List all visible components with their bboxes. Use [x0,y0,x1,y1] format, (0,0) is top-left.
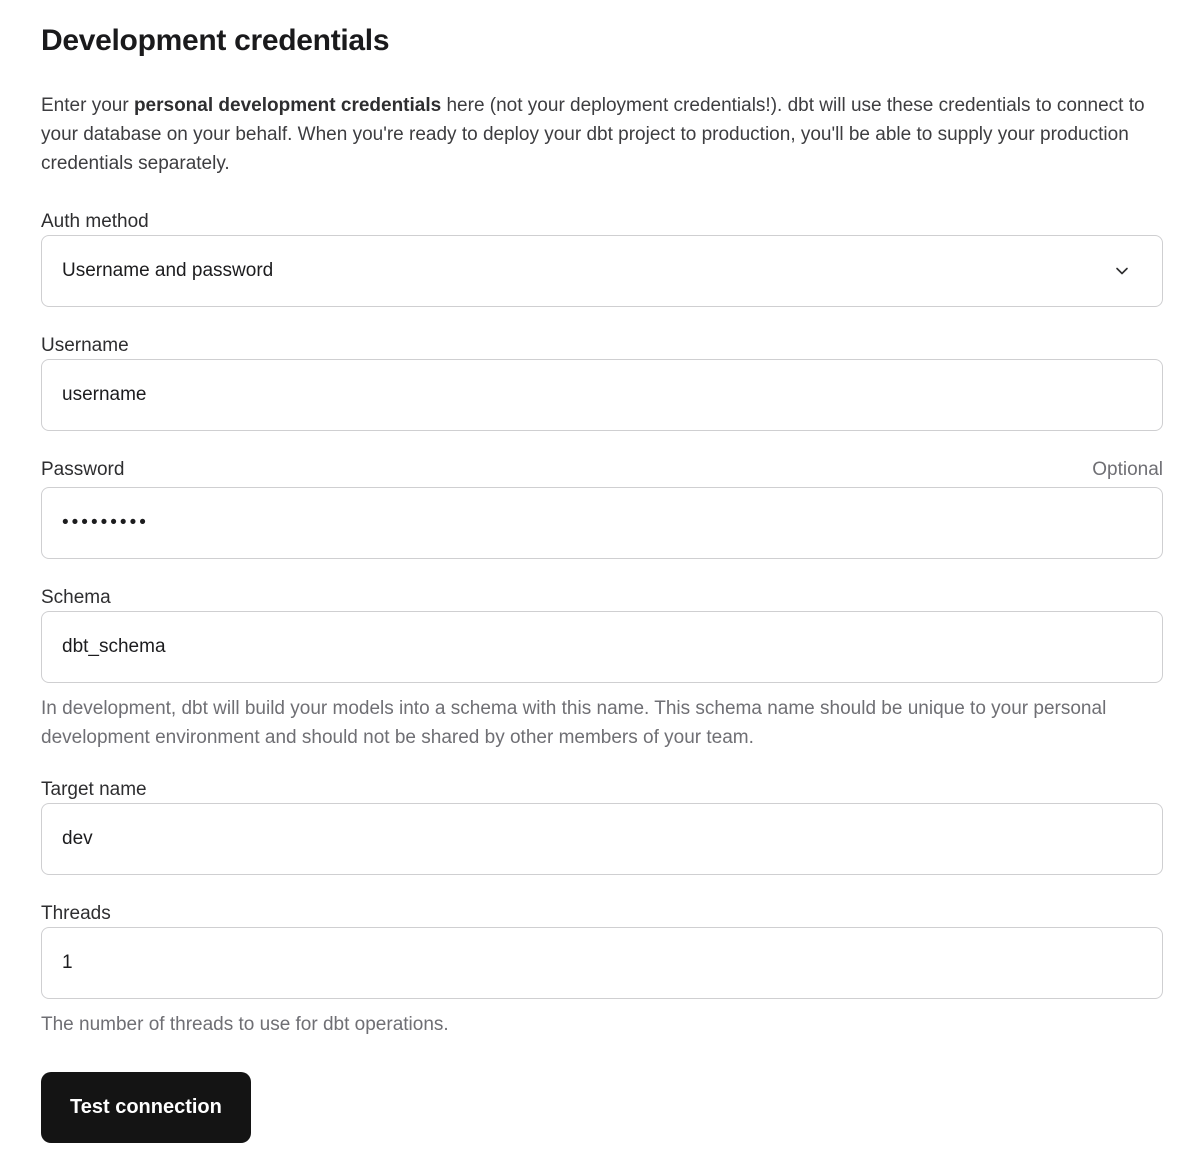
target-name-field [41,776,1163,875]
password-label-row [41,456,1163,483]
auth-method-select[interactable] [41,235,1163,307]
password-field [41,456,1163,559]
auth-method-field [41,208,1163,307]
username-input[interactable] [41,359,1163,431]
password-label: Password [41,459,125,480]
username-field [41,332,1163,431]
intro-suffix: here (not your deployment credentials!). dbt will use these credentials to connect to your database on your behalf. When you're ready to deploy your dbt project to production, you'll be able to supply your production credentials separately. [41,95,1145,174]
auth-method-selected-value: Username and password [62,260,274,281]
intro-text [41,91,1163,178]
schema-input[interactable] [41,611,1163,683]
schema-field [41,584,1163,752]
intro-prefix: Enter your [41,95,134,116]
auth-method-label: Auth method [41,211,149,232]
threads-label: Threads [41,903,111,924]
threads-help-text: The number of threads to use for dbt operations. [41,1014,449,1035]
chevron-down-icon [1114,263,1130,279]
test-connection-button[interactable]: Test connection [41,1072,251,1143]
schema-label: Schema [41,587,111,608]
target-name-input[interactable] [41,803,1163,875]
intro-bold: personal development credentials [133,95,442,116]
page-title: Development credentials [41,24,390,57]
username-label: Username [41,335,129,356]
password-input[interactable] [41,487,1163,559]
target-name-label: Target name [41,779,147,800]
schema-help-text: In development, dbt will build your models into a schema with this name. This schema name should be unique to your personal development environment and should not be shared by other members of your team. [41,698,1107,748]
threads-input[interactable] [41,927,1163,999]
threads-field [41,900,1163,1039]
optional-badge: Optional [1092,459,1163,480]
